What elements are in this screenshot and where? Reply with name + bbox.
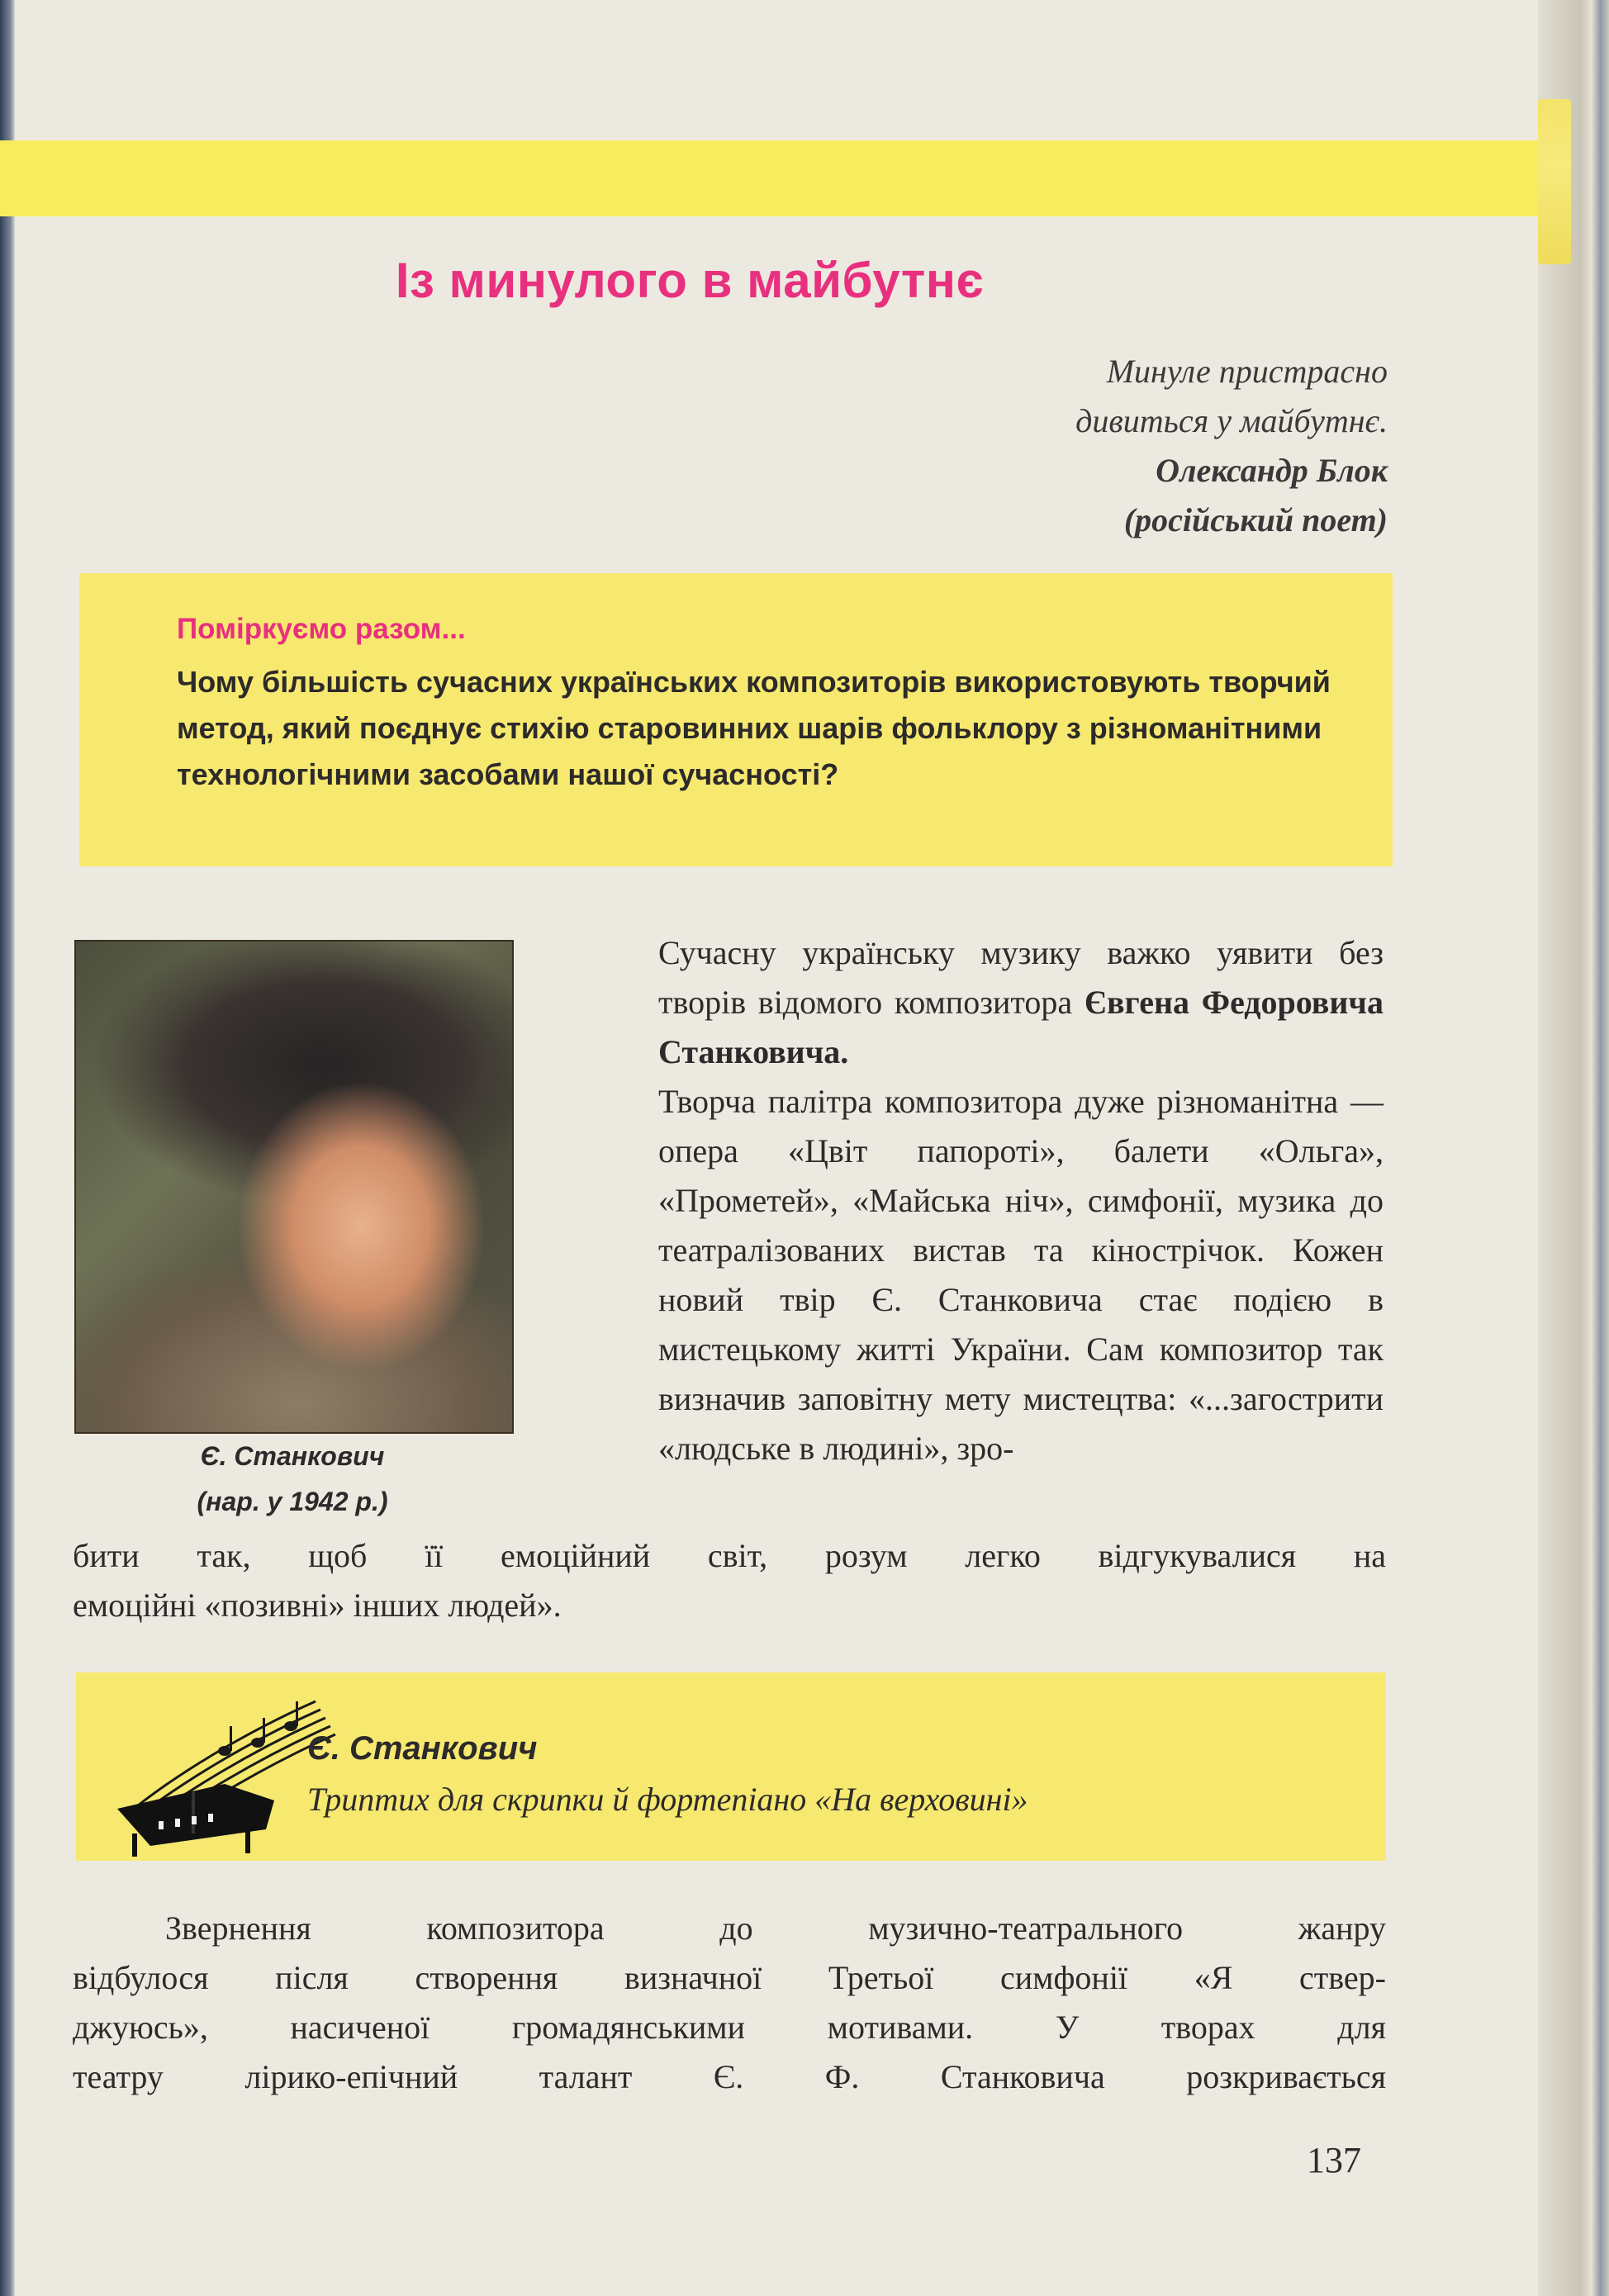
discussion-question: Чому більшість сучасних українських композиторів використовують творчий метод, який поєднує стихію старовинних шарів фольклору з різноманітними технологічними засобами нашої сучасності? xyxy=(177,665,1331,791)
composer-full-name: Євгена Федоровича Станковича. xyxy=(658,984,1384,1070)
discussion-heading: Поміркуємо разом... xyxy=(177,613,466,645)
paragraph-3-line-2: відбулося після створення визначної Третьої симфонії «Я ствер- xyxy=(73,1959,1386,1996)
epigraph xyxy=(1075,347,1388,545)
paragraph-1-text: Сучасну українську музику важко уявити без творів відомого композитора xyxy=(658,934,1384,1021)
composer-portrait xyxy=(74,940,514,1434)
page-right-margin xyxy=(1538,0,1609,2296)
paragraph-2-continuation-line: бити так, щоб її емоційний світ, розум легко відгукувалися на xyxy=(73,1537,1386,1574)
paragraph-2-last-line: емоційні «позивні» інших людей». xyxy=(73,1587,562,1624)
epigraph-author-note: (російський поет) xyxy=(1123,501,1388,538)
listening-composer: Є. Станкович xyxy=(307,1730,538,1767)
body-floating-text xyxy=(559,928,1384,1473)
paragraph-2-wrapped: Творча палітра композитора дуже різноманітна — опера «Цвіт папороті», балети «Ольга», «Прометей», «Майська ніч», симфонії, музика до театралізованих вистав та кінострічок. Кожен новий твір Є. Станковича стає подією в мистецькому житті України. Сам композитор так визначив заповітну мету мистецтва: «...загострити «людське в людині», зро- xyxy=(658,1083,1384,1467)
section-tab-marker xyxy=(1538,99,1571,264)
section-title: Із минулого в майбутнє xyxy=(395,253,985,308)
portrait-caption-birth: (нар. у 1942 р.) xyxy=(197,1487,388,1516)
page-number: 137 xyxy=(1307,2140,1361,2180)
epigraph-quote-line-2: дивиться у майбутнє. xyxy=(1075,402,1388,439)
paragraph-3-line-1: Звернення композитора до музично-театрального жанру xyxy=(165,1909,1386,1947)
paragraph-3-line-3: джуюсь», насиченої громадянськими мотивами. У творах для xyxy=(73,2009,1386,2046)
listening-work-title: Триптих для скрипки й фортепіано «На верховині» xyxy=(307,1781,1028,1818)
discussion-box xyxy=(79,573,1393,866)
epigraph-author: Олександр Блок xyxy=(1156,452,1388,489)
epigraph-quote-line-1: Минуле пристрасно xyxy=(1106,353,1388,390)
portrait-caption-name: Є. Станкович xyxy=(200,1441,385,1471)
paragraph-3-line-4: театру лірико-епічний талант Є. Ф. Станковича розкривається xyxy=(73,2058,1386,2095)
page-binding-edge xyxy=(0,0,15,2296)
header-color-band xyxy=(0,140,1553,216)
listening-box xyxy=(76,1672,1386,1861)
piano-music-notes-icon xyxy=(101,1685,357,1858)
